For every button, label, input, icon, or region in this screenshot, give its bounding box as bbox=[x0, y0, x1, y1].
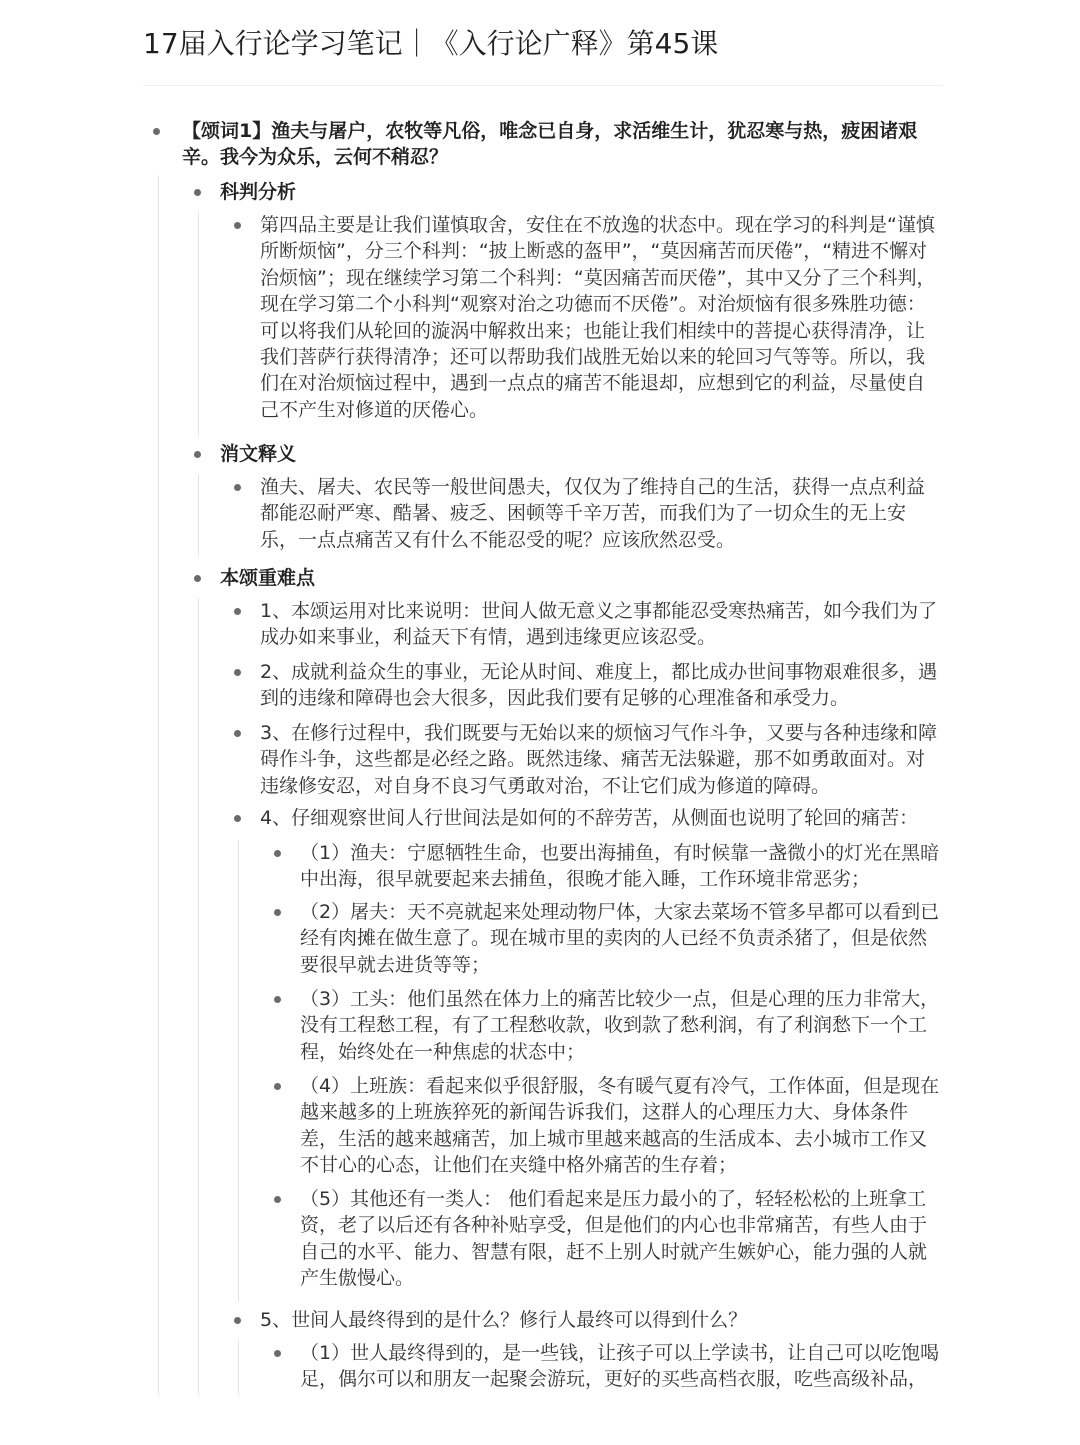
indent-guide bbox=[198, 474, 199, 556]
bullet-dot bbox=[274, 850, 281, 857]
bullet-dot bbox=[234, 1317, 241, 1324]
keypoint-item: 2、成就利益众生的事业，无论从时间、难度上，都比成办世间事物艰难很多，遇到的违缘和障碍也会大很多，因此我们要有足够的心理准备和承受力。 bbox=[260, 661, 938, 710]
sub-item: （5）其他还有一类人： 他们看起来是压力最小的了，轻轻松松的上班拿工资，老了以后还有各种补贴享受，但是他们的内心也非常痛苦，有些人由于自己的水平、能力、智慧有限，赶不上别人时就产生嫉妒心，能力强的人就产生傲慢心。 bbox=[300, 1188, 928, 1290]
keypoint-item: 4、仔细观察世间人行世间法是如何的不辞劳苦，从侧面也说明了轮回的痛苦： bbox=[260, 807, 919, 829]
bullet-dot bbox=[194, 189, 201, 196]
bullet-dot bbox=[234, 608, 241, 615]
sub-item: （4）上班族：看起来似乎很舒服，冬有暖气夏有冷气，工作体面，但是现在越来越多的上班族猝死的新闻告诉我们，这群人的心理压力大、身体条件差，生活的越来越痛苦，加上城市里越来越高的生活成本、去小城市工作又不甘心的心态，让他们在夹缝中格外痛苦的生存着； bbox=[300, 1075, 940, 1177]
bullet-dot bbox=[274, 996, 281, 1003]
section-heading-analysis: 科判分析 bbox=[220, 181, 297, 203]
bullet-dot bbox=[234, 669, 241, 676]
section-heading-keypoints: 本颂重难点 bbox=[220, 567, 316, 589]
indent-guide bbox=[238, 840, 239, 1302]
analysis-text: 第四品主要是让我们谨慎取舍，安住在不放逸的状态中。现在学习的科判是“谨慎所断烦恼”，分三个科判：“披上断惑的盔甲”，“莫因痛苦而厌倦”，“精进不懈对治烦恼”；现在继续学习第二个科判：“莫因痛苦而厌倦”，其中又分了三个科判，现在学习第二个小科判“观察对治之功德而不厌倦”。对治烦恼有很多殊胜功德：可以将我们从轮回的漩涡中解救出来；也能让我们相续中的菩提心获得清净，让我们菩萨行获得清净；还可以帮助我们战胜无始以来的轮回习气等等。所以，我们在对治烦恼过程中，遇到一点点的痛苦不能退却，应想到它的利益，尽量使自己不产生对修道的厌倦心。 bbox=[260, 214, 936, 421]
bullet-dot bbox=[194, 451, 201, 458]
bullet-dot bbox=[274, 1350, 281, 1357]
bullet-dot bbox=[234, 815, 241, 822]
bullet-dot bbox=[234, 222, 241, 229]
bullet-dot bbox=[234, 484, 241, 491]
indent-guide bbox=[198, 212, 199, 436]
bullet-dot bbox=[274, 1083, 281, 1090]
keypoint-item: 1、本颂运用对比来说明：世间人做无意义之事都能忍受寒热痛苦，如今我们为了成办如来事业，利益天下有情，遇到违缘更应该忍受。 bbox=[260, 600, 938, 649]
bullet-dot bbox=[153, 128, 160, 135]
verse-text: 【颂词1】渔夫与屠户，农牧等凡俗，唯念已自身，求活维生计，犹忍寒与热，疲困诸艰辛。我今为众乐，云何不稍忍？ bbox=[182, 120, 918, 169]
indent-guide bbox=[238, 1340, 239, 1395]
indent-guide bbox=[158, 175, 159, 1395]
keypoint-item: 5、世间人最终得到的是什么？修行人最终可以得到什么？ bbox=[260, 1309, 748, 1331]
meaning-text: 渔夫、屠夫、农民等一般世间愚夫，仅仅为了维持自己的生活，获得一点点利益都能忍耐严寒、酷暑、疲乏、困顿等千辛万苦，而我们为了一切众生的无上安乐，一点点痛苦又有什么不能忍受的呢？应该欣然忍受。 bbox=[260, 476, 926, 551]
indent-guide bbox=[198, 598, 199, 1395]
bullet-dot bbox=[234, 730, 241, 737]
keypoint-item: 3、在修行过程中，我们既要与无始以来的烦恼习气作斗争，又要与各种违缘和障碍作斗争，这些都是必经之路。既然违缘、痛苦无法躲避，那不如勇敢面对。对违缘修安忍，对自身不良习气勇敢对治，不让它们成为修道的障碍。 bbox=[260, 722, 938, 797]
sub-item: （1）渔夫：宁愿牺牲生命，也要出海捕鱼，有时候靠一盏微小的灯光在黑暗中出海，很早就要起来去捕鱼，很晚才能入睡，工作环境非常恶劣； bbox=[300, 842, 940, 891]
sub-item: （3）工头：他们虽然在体力上的痛苦比较少一点，但是心理的压力非常大，没有工程愁工程，有了工程愁收款，收到款了愁利润，有了利润愁下一个工程，始终处在一种焦虑的状态中； bbox=[300, 988, 940, 1063]
section-heading-meaning: 消文释义 bbox=[220, 443, 297, 465]
page-title: 17届入行论学习笔记｜《入行论广释》第45课 bbox=[143, 27, 719, 60]
sub-item: （2）屠夫：天不亮就起来处理动物尸体，大家去菜场不管多早都可以看到已经有肉摊在做生意了。现在城市里的卖肉的人已经不负责杀猪了，但是依然要很早就去进货等等； bbox=[300, 901, 940, 976]
bullet-dot bbox=[274, 1196, 281, 1203]
sub-item: （1）世人最终得到的，是一些钱，让孩子可以上学读书，让自己可以吃饱喝足，偶尔可以和朋友一起聚会游玩，更好的买些高档衣服，吃些高级补品， bbox=[300, 1342, 940, 1391]
bullet-dot bbox=[274, 909, 281, 916]
bullet-dot bbox=[194, 575, 201, 582]
